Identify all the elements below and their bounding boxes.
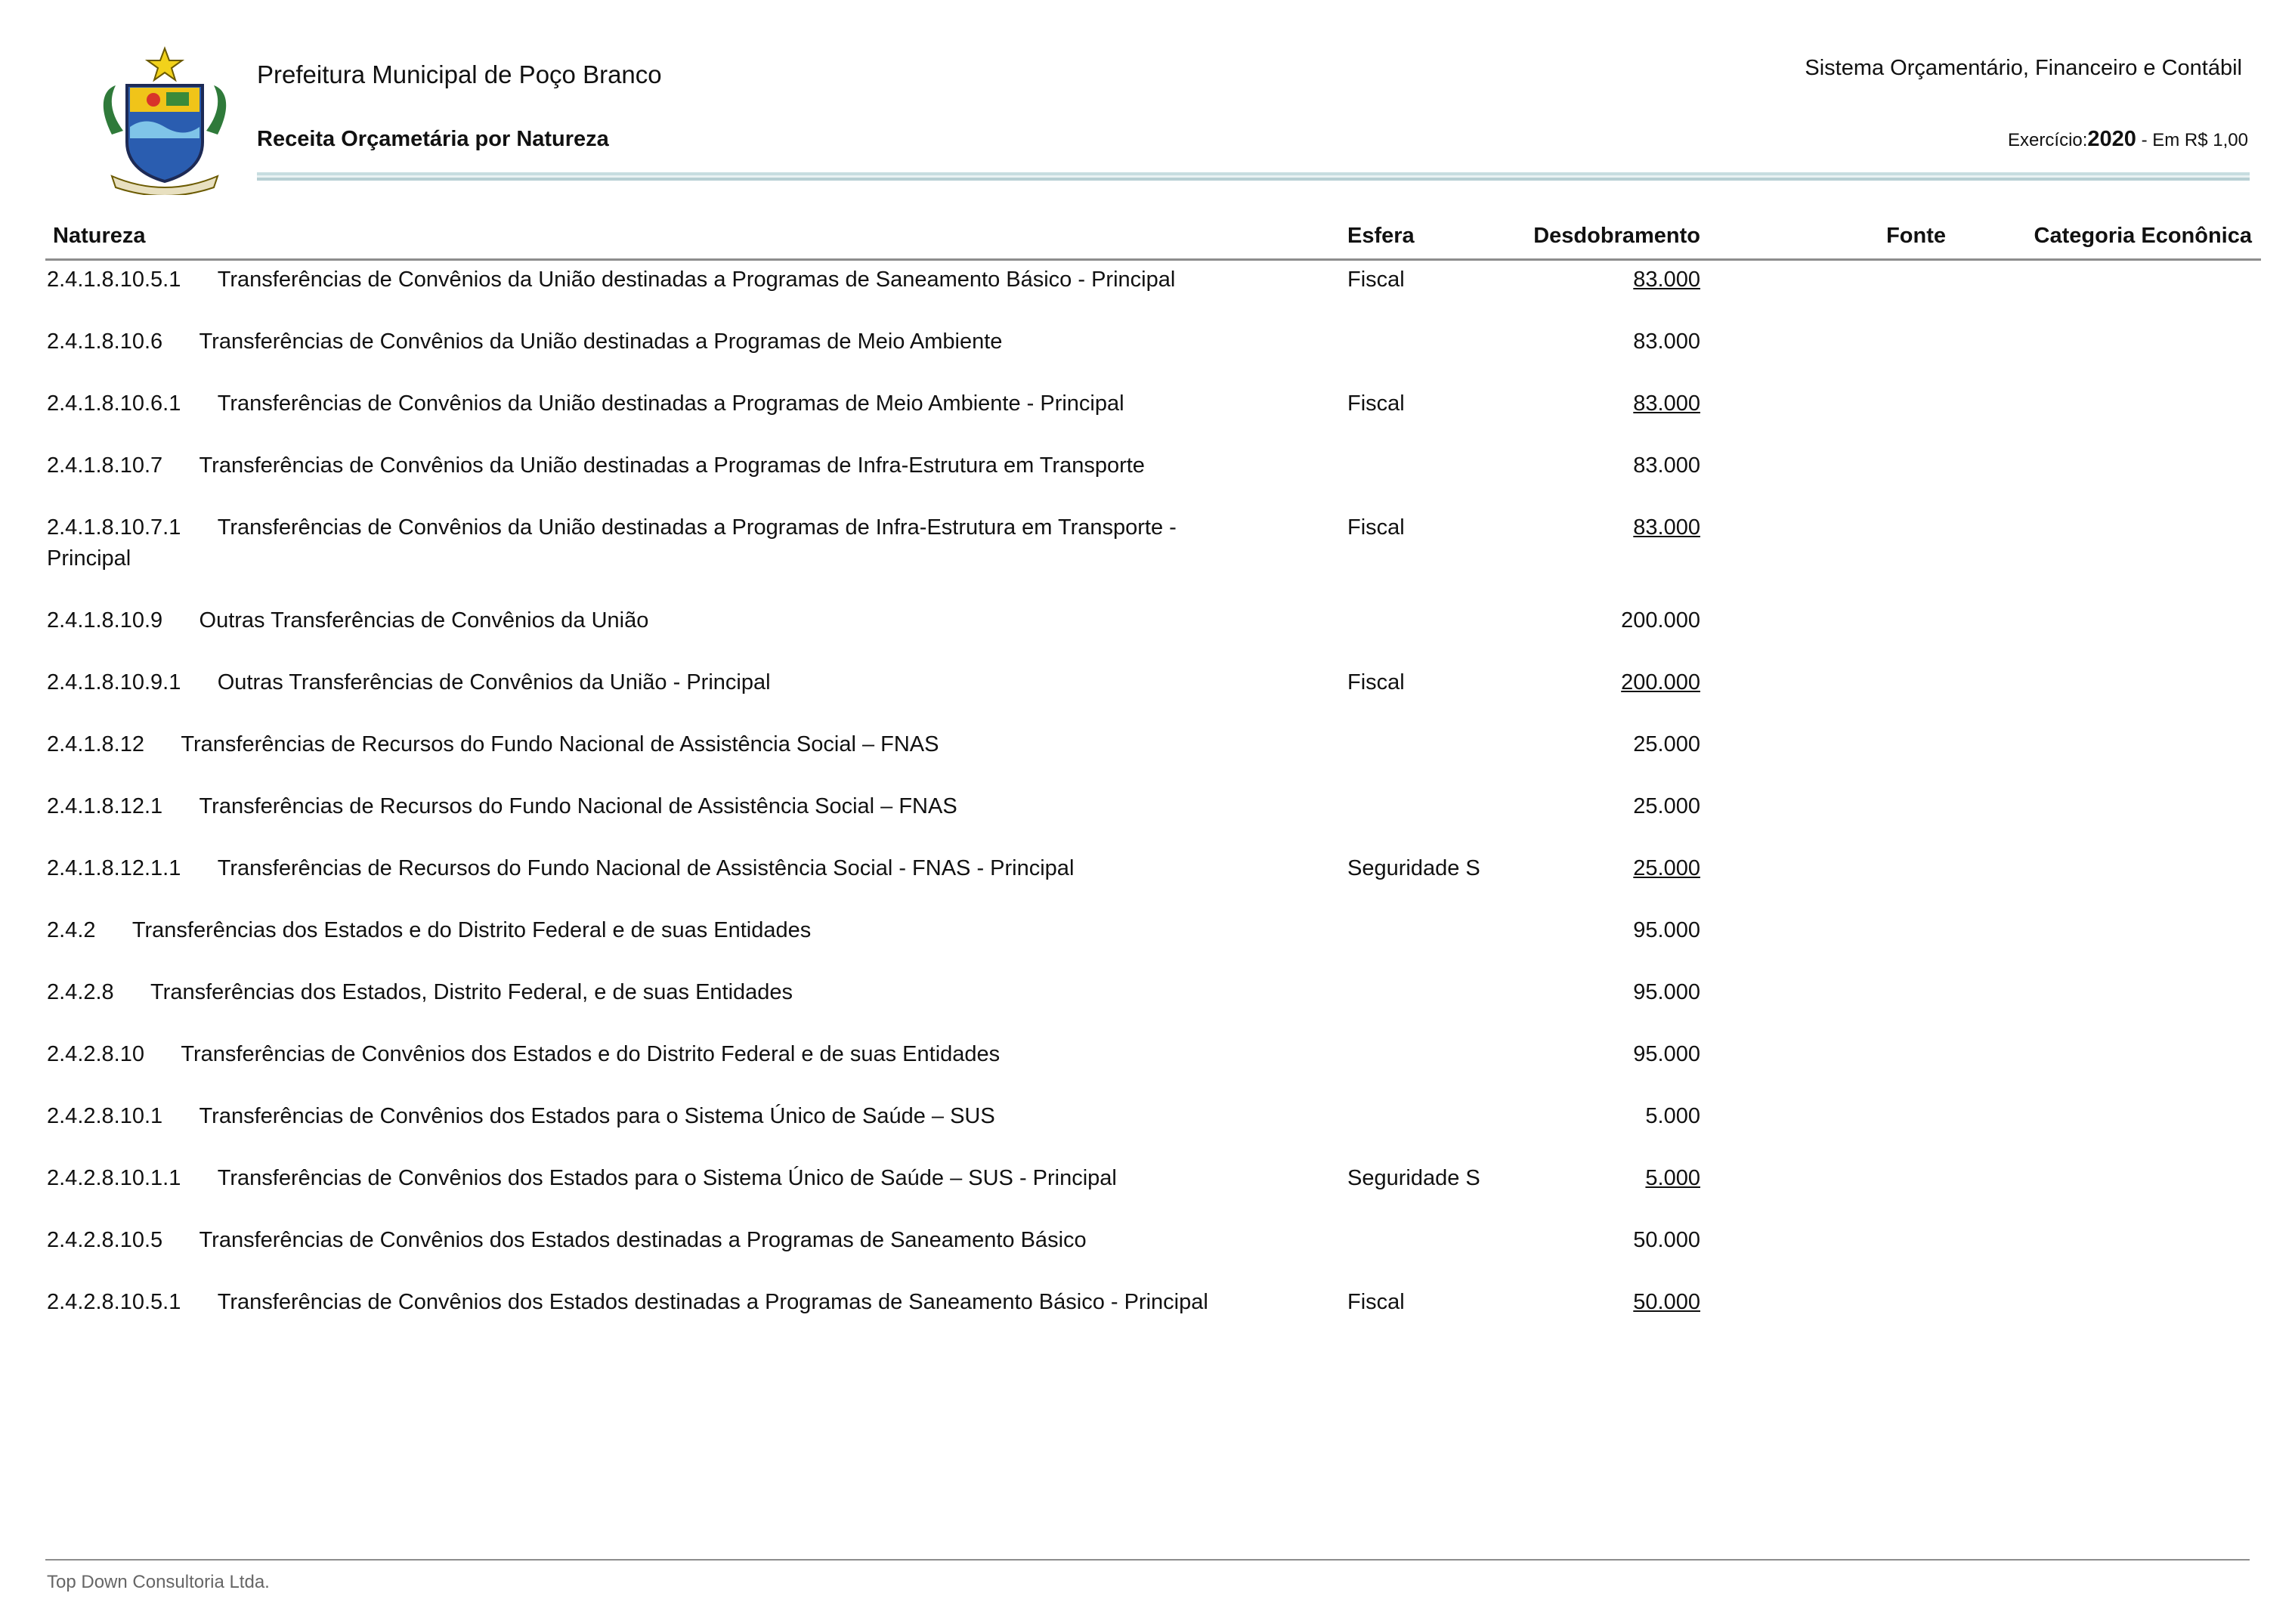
desdobramento-value: 5.000: [1645, 1166, 1700, 1190]
code-gap: [114, 980, 150, 1004]
natureza-description: Outras Transferências de Convênios da União: [199, 608, 649, 633]
code-gap: [144, 1042, 181, 1066]
table-row: [0, 512, 2295, 605]
code-gap: [162, 608, 199, 633]
desdobramento-value: 5.000: [1645, 1104, 1700, 1128]
natureza-code: 2.4.2.8.10: [47, 1042, 144, 1066]
desdobramento-value: 83.000: [1633, 329, 1700, 354]
table-row: [0, 1163, 2295, 1225]
table-row: [0, 264, 2295, 326]
code-gap: [181, 856, 217, 880]
code-gap: [181, 268, 217, 292]
desdobramento-value: 25.000: [1633, 794, 1700, 818]
natureza-code: 2.4.2.8.10.5.1: [47, 1290, 181, 1314]
natureza-description: Transferências de Recursos do Fundo Nacional de Assistência Social - FNAS - Principal: [217, 856, 1075, 880]
municipal-coat-of-arms: [82, 44, 248, 195]
code-gap: [181, 670, 217, 694]
desdobramento-value: 25.000: [1633, 732, 1700, 756]
natureza-description: Transferências de Recursos do Fundo Nacional de Assistência Social – FNAS: [199, 794, 957, 818]
natureza-code: 2.4.1.8.10.7.1: [47, 515, 181, 540]
esfera-cell: Fiscal: [1347, 391, 1405, 416]
table-row: [0, 667, 2295, 729]
code-gap: [162, 329, 199, 354]
code-gap: [162, 1104, 199, 1128]
table-row: [0, 791, 2295, 853]
table-row: [0, 388, 2295, 450]
table-row: [0, 1039, 2295, 1101]
code-gap: [181, 1290, 217, 1314]
desdobramento-value: 83.000: [1633, 453, 1700, 478]
natureza-code: 2.4.1.8.10.6: [47, 329, 163, 354]
table-header-divider: [45, 258, 2261, 261]
natureza-description: Outras Transferências de Convênios da União - Principal: [217, 670, 771, 694]
natureza-cell: [47, 1225, 1211, 1256]
natureza-code: 2.4.2.8.10.1.1: [47, 1166, 181, 1190]
column-header-desdobramento: Desdobramento: [1533, 224, 1700, 248]
desdobramento-value: 95.000: [1633, 918, 1700, 942]
desdobramento-value: 83.000: [1633, 391, 1700, 416]
table-row: [0, 729, 2295, 791]
code-gap: [181, 391, 217, 416]
natureza-code: 2.4.1.8.12.1.1: [47, 856, 181, 880]
natureza-description: Transferências de Convênios da União destinadas a Programas de Meio Ambiente - Principal: [217, 391, 1124, 416]
column-header-fonte: Fonte: [1886, 224, 1946, 248]
natureza-code: 2.4.1.8.10.5.1: [47, 268, 181, 292]
desdobramento-value: 83.000: [1633, 515, 1700, 540]
natureza-description: Transferências de Recursos do Fundo Nacional de Assistência Social – FNAS: [181, 732, 939, 756]
natureza-description: Transferências dos Estados, Distrito Federal, e de suas Entidades: [150, 980, 793, 1004]
natureza-cell: [47, 450, 1211, 481]
header-divider: [257, 172, 2250, 181]
code-gap: [96, 918, 132, 942]
code-gap: [144, 732, 181, 756]
natureza-description: Transferências de Convênios dos Estados destinadas a Programas de Saneamento Básico: [199, 1228, 1087, 1252]
table-row: [0, 1287, 2295, 1349]
desdobramento-value: 50.000: [1633, 1290, 1700, 1314]
esfera-cell: Fiscal: [1347, 1290, 1405, 1314]
natureza-description: Transferências dos Estados e do Distrito Federal e de suas Entidades: [131, 918, 812, 942]
natureza-cell: [47, 915, 1211, 946]
natureza-description: Transferências de Convênios da União destinadas a Programas de Infra-Estrutura em Transporte: [199, 453, 1145, 478]
natureza-code: 2.4.2.8: [47, 980, 114, 1004]
natureza-cell: [47, 667, 1211, 698]
desdobramento-value: 200.000: [1621, 608, 1700, 633]
natureza-description: Transferências de Convênios dos Estados e do Distrito Federal e de suas Entidades: [181, 1042, 1001, 1066]
natureza-cell: [47, 326, 1211, 357]
esfera-cell: Fiscal: [1347, 515, 1405, 540]
code-gap: [181, 515, 217, 540]
natureza-code: 2.4.1.8.12.1: [47, 794, 163, 818]
table-row: [0, 1101, 2295, 1163]
natureza-code: 2.4.2.8.10.1: [47, 1104, 163, 1128]
natureza-description: Transferências de Convênios dos Estados destinadas a Programas de Saneamento Básico - Principal: [217, 1290, 1208, 1314]
desdobramento-value: 50.000: [1633, 1228, 1700, 1252]
natureza-cell: [47, 605, 1211, 636]
table-row: [0, 450, 2295, 512]
natureza-description: Transferências de Convênios da União destinadas a Programas de Infra-Estrutura em Transporte - Principal: [47, 515, 1177, 571]
footer-divider: [45, 1559, 2250, 1561]
natureza-code: 2.4.2.8.10.5: [47, 1228, 163, 1252]
revenue-table-body: [0, 264, 2295, 1349]
table-row: [0, 915, 2295, 977]
natureza-cell: [47, 791, 1211, 822]
desdobramento-value: 95.000: [1633, 980, 1700, 1004]
code-gap: [162, 453, 199, 478]
natureza-description: Transferências de Convênios dos Estados para o Sistema Único de Saúde – SUS - Principal: [217, 1166, 1117, 1190]
column-header-categoria: Categoria Econônica: [2034, 224, 2252, 248]
exercise-label: Exercício:: [2008, 130, 2088, 150]
currency-note: - Em R$ 1,00: [2136, 130, 2248, 150]
esfera-cell: Fiscal: [1347, 268, 1405, 292]
exercise-year: 2020: [2087, 127, 2136, 151]
natureza-cell: [47, 729, 1211, 760]
report-title: Receita Orçametária por Natureza: [257, 127, 609, 151]
table-row: [0, 605, 2295, 667]
natureza-cell: [47, 1101, 1211, 1132]
code-gap: [162, 1228, 199, 1252]
footer-company: Top Down Consultoria Ltda.: [47, 1572, 270, 1592]
natureza-description: Transferências de Convênios dos Estados para o Sistema Único de Saúde – SUS: [199, 1104, 995, 1128]
natureza-code: 2.4.1.8.10.6.1: [47, 391, 181, 416]
natureza-cell: [47, 512, 1211, 574]
municipality-name: Prefeitura Municipal de Poço Branco: [257, 60, 662, 88]
desdobramento-value: 95.000: [1633, 1042, 1700, 1066]
system-name: Sistema Orçamentário, Financeiro e Contábil: [1805, 56, 2242, 80]
table-row: [0, 977, 2295, 1039]
exercise-info: [2008, 127, 2248, 152]
table-row: [0, 853, 2295, 915]
code-gap: [181, 1166, 217, 1190]
natureza-cell: [47, 388, 1211, 419]
desdobramento-value: 83.000: [1633, 268, 1700, 292]
natureza-code: 2.4.1.8.10.7: [47, 453, 163, 478]
natureza-cell: [47, 1163, 1211, 1194]
natureza-description: Transferências de Convênios da União destinadas a Programas de Saneamento Básico - Principal: [217, 268, 1176, 292]
column-header-esfera: Esfera: [1347, 224, 1415, 248]
natureza-cell: [47, 264, 1211, 295]
natureza-cell: [47, 1039, 1211, 1070]
natureza-code: 2.4.1.8.10.9.1: [47, 670, 181, 694]
esfera-cell: Seguridade S: [1347, 1166, 1480, 1190]
natureza-cell: [47, 853, 1211, 884]
natureza-code: 2.4.1.8.10.9: [47, 608, 163, 633]
esfera-cell: Seguridade S: [1347, 856, 1480, 880]
desdobramento-value: 200.000: [1621, 670, 1700, 694]
natureza-code: 2.4.1.8.12: [47, 732, 144, 756]
natureza-description: Transferências de Convênios da União destinadas a Programas de Meio Ambiente: [199, 329, 1003, 354]
table-row: [0, 1225, 2295, 1287]
natureza-cell: [47, 977, 1211, 1008]
natureza-cell: [47, 1287, 1211, 1318]
code-gap: [162, 794, 199, 818]
table-row: [0, 326, 2295, 388]
desdobramento-value: 25.000: [1633, 856, 1700, 880]
column-header-natureza: Natureza: [53, 224, 146, 248]
esfera-cell: Fiscal: [1347, 670, 1405, 694]
natureza-code: 2.4.2: [47, 918, 96, 942]
